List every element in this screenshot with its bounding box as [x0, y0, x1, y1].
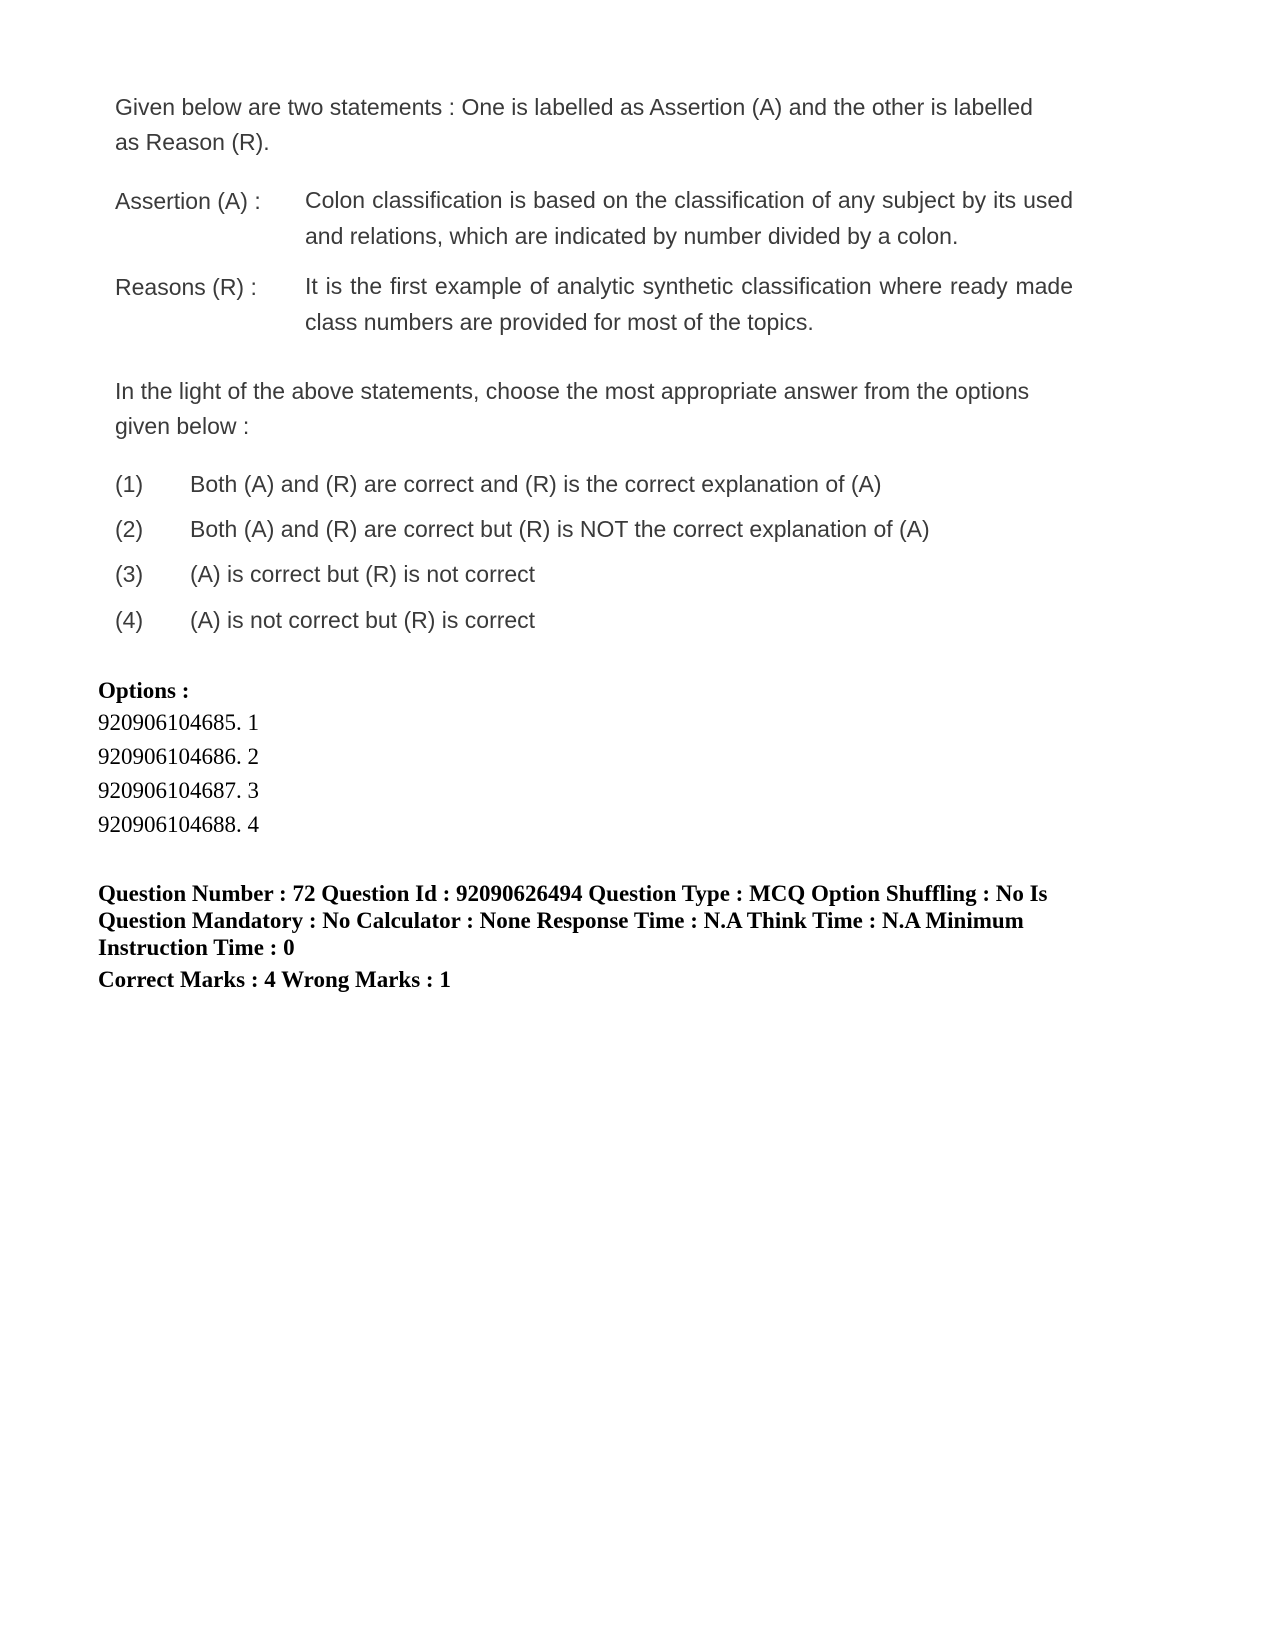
reason-text: It is the first example of analytic synthetic classification where ready made class numbers are provided for most of the topics. — [305, 273, 1073, 335]
choice-1 — [115, 468, 882, 500]
choice-text: Both (A) and (R) are correct and (R) is the correct explanation of (A) — [190, 471, 882, 497]
option-item: 920906104685. 1 — [98, 710, 259, 735]
assertion-label: Assertion (A) : — [115, 188, 261, 214]
choice-text: (A) is correct but (R) is not correct — [190, 561, 536, 587]
question-prompt: In the light of the above statements, choose the most appropriate answer from the options given below : — [115, 378, 1030, 439]
choice-number: (3) — [115, 561, 144, 587]
options-list — [98, 706, 259, 842]
marks-info: Correct Marks : 4 Wrong Marks : 1 — [98, 967, 451, 992]
choice-4 — [115, 604, 535, 636]
choice-3 — [115, 558, 535, 590]
choice-number: (4) — [115, 607, 144, 633]
option-item: 920906104686. 2 — [98, 744, 259, 769]
reason-label: Reasons (R) : — [115, 274, 257, 300]
question-intro: Given below are two statements : One is labelled as Assertion (A) and the other is labelled as Reason (R). — [115, 94, 1033, 155]
choice-number: (1) — [115, 471, 144, 497]
options-heading: Options : — [98, 678, 190, 703]
question-info: Question Number : 72 Question Id : 92090626494 Question Type : MCQ Option Shuffling : No Is Question Mandatory : No Calculator : None Response Time : N.A Think Time : N.A Minimum Instruction Time : 0 — [98, 881, 1048, 960]
option-item: 920906104687. 3 — [98, 778, 259, 803]
choice-text: Both (A) and (R) are correct but (R) is NOT the correct explanation of (A) — [190, 516, 930, 542]
choice-text: (A) is not correct but (R) is correct — [190, 607, 536, 633]
question-image — [95, 72, 1115, 672]
choice-2 — [115, 513, 930, 545]
choice-number: (2) — [115, 516, 144, 542]
option-item: 920906104688. 4 — [98, 812, 259, 837]
assertion-text: Colon classification is based on the classification of any subject by its used and relations, which are indicated by number divided by a colon. — [305, 187, 1073, 249]
